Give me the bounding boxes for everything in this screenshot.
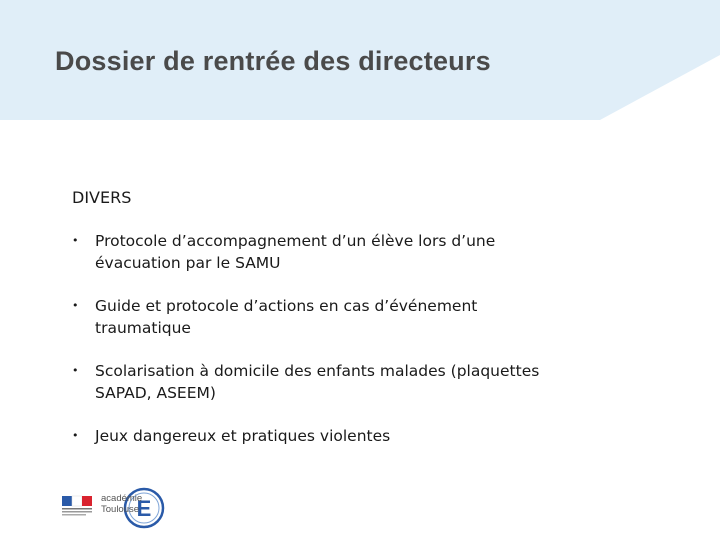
logo-flag-red <box>82 496 92 506</box>
list-item-line: Scolarisation à domicile des enfants malades (plaquettes <box>95 362 540 380</box>
list-item-line: Protocole d’accompagnement d’un élève lors d’une <box>95 232 496 250</box>
logo-flag-blue <box>62 496 72 506</box>
logo-letter: E <box>136 496 152 521</box>
bullet-list <box>72 230 632 468</box>
list-item-line: Guide et protocole d’actions en cas d’événement <box>95 297 478 315</box>
section-heading: DIVERS <box>72 188 132 207</box>
list-item-line: Jeux dangereux et pratiques violentes <box>95 427 391 445</box>
bullet-icon: • <box>72 299 79 312</box>
bullet-icon: • <box>72 364 79 377</box>
list-item-line: évacuation par le SAMU <box>95 254 281 272</box>
list-item <box>72 230 632 274</box>
bullet-icon: • <box>72 429 79 442</box>
logo-text <box>101 493 142 515</box>
list-item <box>72 360 632 404</box>
page-title: Dossier de rentrée des directeurs <box>55 46 491 76</box>
list-item <box>72 425 632 447</box>
logo-flag-white <box>72 496 82 506</box>
logo-line: académie <box>101 493 143 504</box>
list-item <box>72 295 632 339</box>
list-item-line: traumatique <box>95 319 191 337</box>
bullet-icon: • <box>72 234 79 247</box>
logo-line: Toulouse <box>101 504 140 515</box>
list-item-line: SAPAD, ASEEM) <box>95 384 216 402</box>
